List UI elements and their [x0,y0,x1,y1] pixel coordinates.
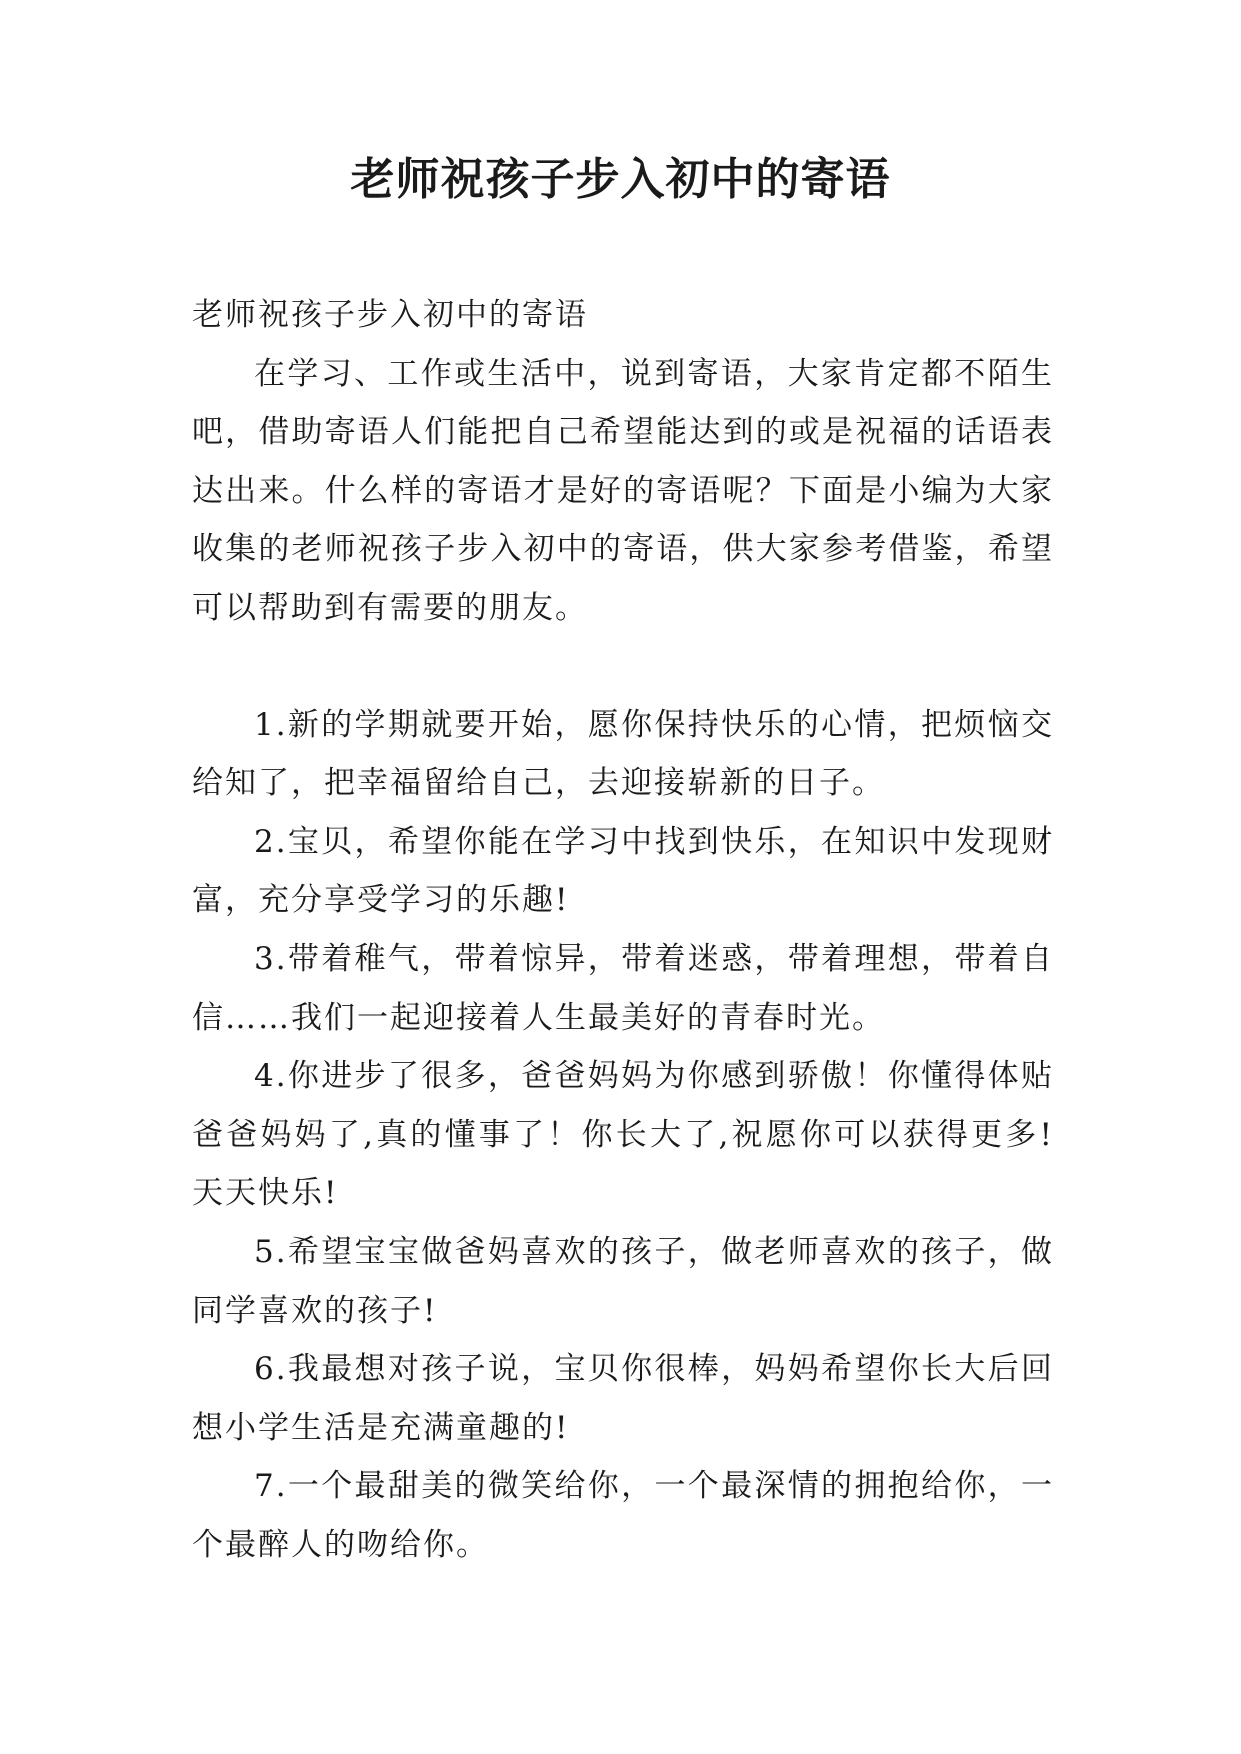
document-title: 老师祝孩子步入初中的寄语 [350,154,891,205]
wish-item-5: 5.希望宝宝做爸妈喜欢的孩子，做老师喜欢的孩子，做同学喜欢的孩子! [192,1233,1054,1329]
wish-item-2: 2.宝贝，希望你能在学习中找到快乐，在知识中发现财富，充分享受学习的乐趣! [192,823,1054,919]
wish-item-6: 6.我最想对孩子说，宝贝你很棒，妈妈希望你长大后回想小学生活是充满童趣的! [192,1351,1054,1446]
wish-item-4: 4.你进步了很多，爸爸妈妈为你感到骄傲！你懂得体贴爸爸妈妈了,真的懂事了！你长大了,祝愿你可以获得更多!天天快乐! [192,1058,1054,1212]
wish-item-7: 7.一个最甜美的微笑给你，一个最深情的拥抱给你，一个最醉人的吻给你。 [192,1468,1054,1563]
document-body [192,286,1054,1574]
intro-paragraph: 在学习、工作或生活中，说到寄语，大家肯定都不陌生吧，借助寄语人们能把自己希望能达到的或是祝福的话语表达出来。什么样的寄语才是好的寄语呢？下面是小编为大家收集的老师祝孩子步入初中的寄语，供大家参考借鉴，希望可以帮助到有需要的朋友。 [192,355,1054,626]
wish-item-3: 3.带着稚气，带着惊异，带着迷惑，带着理想，带着自信……我们一起迎接着人生最美好的青春时光。 [192,940,1054,1036]
subtitle-line: 老师祝孩子步入初中的寄语 [192,297,588,333]
wish-item-1: 1.新的学期就要开始，愿你保持快乐的心情，把烦恼交给知了，把幸福留给自己，去迎接崭新的日子。 [192,706,1054,802]
paragraph-gap [192,638,1054,696]
